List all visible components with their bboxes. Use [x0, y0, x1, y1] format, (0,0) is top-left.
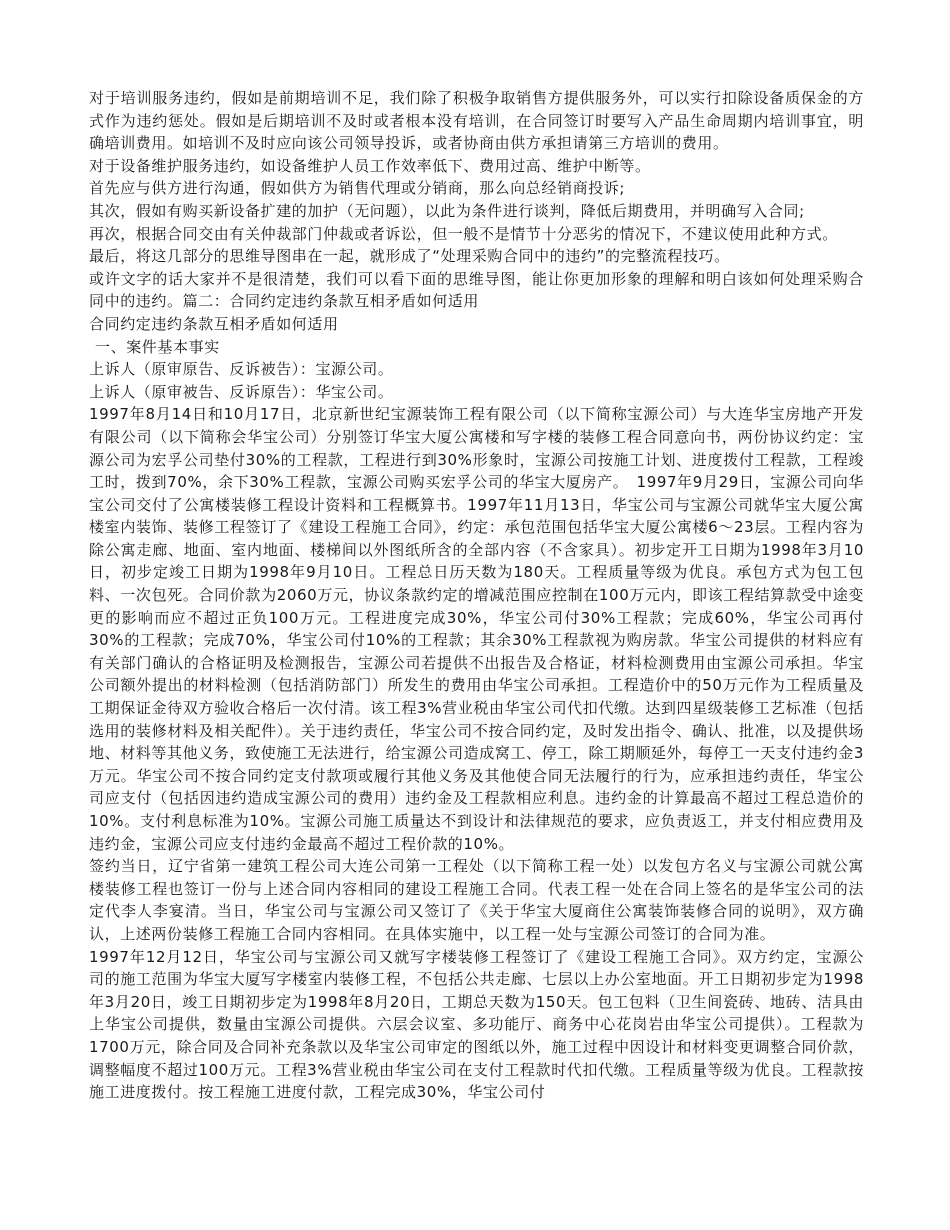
paragraph-step-third: 再次，根据合同交由有关仲裁部门仲裁或者诉讼，但一般不是情节十分恶劣的情况下，不建议使用此种方式。 — [89, 224, 838, 243]
paragraph-appellant-1: 上诉人（原审原告、反诉被告）：宝源公司。 — [89, 360, 394, 379]
paragraph-training-breach: 对于培训服务违约，假如是前期培训不足，我们除了积极争取销售方提供服务外，可以实行扣除设备质保金的方式作为违约惩处。假如是后期培训不及时或者根本没有培训，在合同签订时要写入产品生命周期内培训事宜，明确培训费用。如培训不及时应向该公司领导投诉，或者协商由供方承担请第三方培训的费用。 — [89, 89, 864, 153]
paragraph-maintenance-breach: 对于设备维护服务违约，如设备维护人员工作效率低下、费用过高、维护中断等。 — [89, 156, 651, 175]
paragraph-mindmap-intro: 或许文字的话大家并不是很清楚，我们可以看下面的思维导图，能让你更加形象的理解和明白该如何处理采购合同中的违约。篇二：合同约定违约条款互相矛盾如何适用 — [89, 269, 864, 311]
paragraph-step-second: 其次，假如有购买新设备扩建的加护（无问题），以此为条件进行谈判，降低后期费用，并明确写入合同; — [89, 201, 805, 220]
paragraph-step-last: 最后，将这几部分的思维导图串在一起，就形成了“处理采购合同中的违约”的完整流程技巧。 — [89, 247, 730, 266]
paragraph-office-contract: 1997年12月12日，华宝公司与宝源公司又就写字楼装修工程签订了《建设工程施工合同》。双方约定，宝源公司的施工范围为华宝大厦写字楼室内装修工程，不包括公共走廊、七层以上办公室地面。开工日期初步定为1998年3月20日，竣工日期初步定为1998年8月20日，工期总天数为150天。包工包料（卫生间瓷砖、地砖、洁具由上华宝公司提供，数量由宝源公司提供。六层会议室、多功能厅、商务中心花岗岩由华宝公司提供）。工程款为1700万元，除合同及合同补充条款以及华宝公司审定的图纸以外，施工过程中因设计和材料变更调整合同价款，调整幅度不超过100万元。工程3%营业税由华宝公司在支付工程款时代扣代缴。工程质量等级为优良。工程款按施工进度拨付。按工程施工进度付款，工程完成30%，华宝公司付 — [89, 947, 864, 1102]
section-heading-case-facts: 一、案件基本事实 — [95, 337, 220, 356]
paragraph-step-first: 首先应与供方进行沟通，假如供方为销售代理或分销商，那么向总经销商投诉; — [89, 179, 626, 198]
paragraph-signing-day: 签约当日，辽宁省第一建筑工程公司大连公司第一工程处（以下简称工程一处）以发包方名义与宝源公司就公寓楼装修工程也签订一份与上述合同内容相同的建设工程施工合同。代表工程一处在合同上签名的是华宝公司的法定代李人李宴清。当日，华宝公司与宝源公司又签订了《关于华宝大厦商住公寓装饰装修合同的说明》，双方确认，上述两份装修工程施工合同内容相同。在具体实施中，以工程一处与宝源公司签订的合同为准。 — [89, 857, 864, 943]
paragraph-contract-facts: 1997年8月14日和10月17日，北京新世纪宝源装饰工程有限公司（以下简称宝源公司）与大连华宝房地产开发有限公司（以下简称会华宝公司）分别签订华宝大厦公寓楼和写字楼的装修工程合同意向书，两份协议约定：宝源公司为宏孚公司垫付30%的工程款，工程进行到30%形象时，宝源公司按施工计划、进度拨付工程款，工程竣工时，拨到70%，余下30%工程款，宝源公司购买宏孚公司的华宝大厦房产。 1997年9月29日，宝源公司向华宝公司交付了公寓楼装修工程设计资料和工程概算书。1997年11月13日，华宝公司与宝源公司就华宝大厦公寓楼室内装饰、装修工程签订了《建设工程施工合同》，约定：承包范围包括华宝大厦公寓楼6～23层。工程内容为除公寓走廊、地面、室内地面、楼梯间以外图纸所含的全部内容（不含家具）。初步定开工日期为1998年3月10日，初步定竣工日期为1998年9月10日。工程总日历天数为180天。工程质量等级为优良。承包方式为包工包料、一次包死。合同价款为2060万元，协议条款约定的增减范围应控制在100万元内，即该工程结算款受中途变更的影响而应不超过正负100万元。工程进度完成30%，华宝公司付30%工程款；完成60%，华宝公司再付30%的工程款；完成70%，华宝公司付10%的工程款；其余30%工程款视为购房款。华宝公司提供的材料应有有关部门确认的合格证明及检测报告，宝源公司若提供不出报告及合格证，材料检测费用由宝源公司承担。华宝公司额外提出的材料检测（包括消防部门）所发生的费用由华宝公司承担。工程造价中的50万元作为工程质量及工期保证金待双方验收合格后一次付清。该工程3%营业税由华宝公司代扣代缴。达到四星级装修工艺标准（包括选用的装修材料及相关配件）。关于违约责任，华宝公司不按合同约定，及时发出指令、确认、批准，以及提供场地、材料等其他义务，致使施工无法进行，给宝源公司造成窝工、停工，除工期顺延外，每停工一天支付违约金3万元。华宝公司不按合同约定支付款项或履行其他义务及其他使合同无法履行的行为，应承担违约责任，华宝公司应支付（包括因违约造成宝源公司的费用）违约金及工程款相应利息。违约金的计算最高不超过工程总造价的10%。支付利息标准为10%。宝源公司施工质量达不到设计和法律规范的要求，应负责返工，并支付相应费用及违约金，宝源公司应支付违约金最高不超过工程价款的10%。 — [89, 405, 864, 853]
paragraph-appellant-2: 上诉人（原审被告、反诉原告）：华宝公司。 — [89, 382, 394, 401]
section-title: 合同约定违约条款互相矛盾如何适用 — [89, 314, 339, 333]
